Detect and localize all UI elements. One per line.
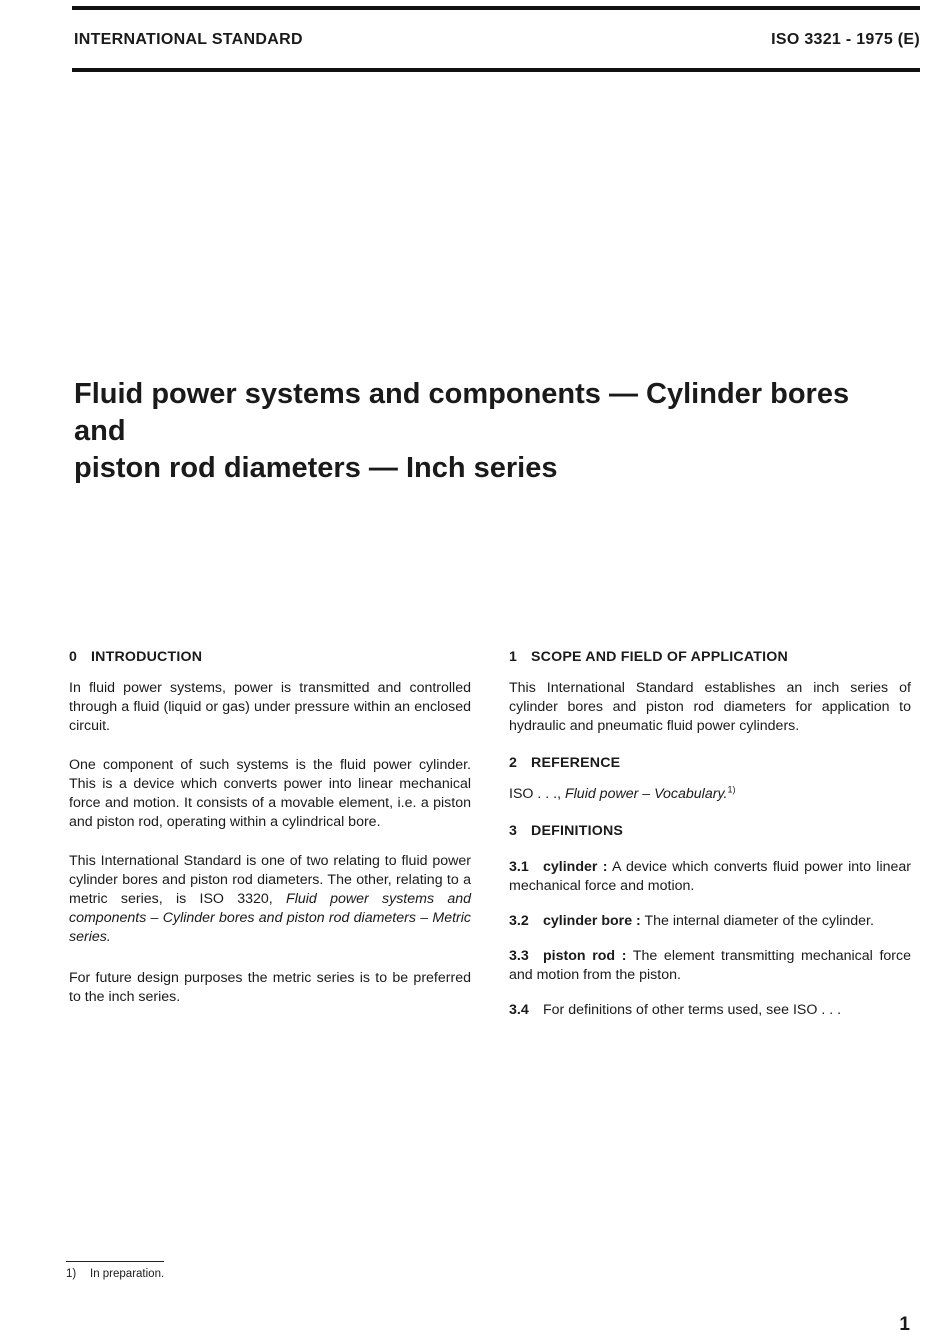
document-title <box>74 376 904 487</box>
section-heading-scope: 1 SCOPE AND FIELD OF APPLICATION <box>509 649 788 665</box>
section-heading-reference: 2 REFERENCE <box>509 755 621 771</box>
definition-item: 3.4 For definitions of other terms used, see ISO . . . <box>509 1002 842 1018</box>
intro-paragraph-2: One component of such systems is the fluid power cylinder. This is a device which converts power into linear mechanical force and motion. It consists of a movable element, i.e. a piston and piston rod, operating within a cylindrical bore. <box>69 757 471 830</box>
footnote-rule <box>66 1261 164 1262</box>
header-top-rule <box>72 6 920 10</box>
section-heading-introduction: 0 INTRODUCTION <box>69 649 203 665</box>
definition-item: 3.3 piston rod : The element transmitting mechanical force and motion from the piston. <box>509 948 911 983</box>
left-column <box>69 648 471 1007</box>
title-line-2: piston rod diameters — Inch series <box>74 452 558 484</box>
reference-entry: ISO . . ., Fluid power – Vocabulary.$^{1)}$ <box>509 784 736 802</box>
right-column <box>509 648 911 1020</box>
scope-paragraph: This International Standard establishes an inch series of cylinder bores and piston rod diameters for application to hydraulic and pneumatic fluid power cylinders. <box>509 680 911 734</box>
document-number: ISO 3321 - 1975 (E) <box>771 31 920 48</box>
footnote-marker: 1) <box>727 784 736 795</box>
intro-paragraph-4: For future design purposes the metric series is to be preferred to the inch series. <box>69 970 471 1005</box>
header-bottom-rule <box>72 68 920 72</box>
section-heading-definitions: 3 DEFINITIONS <box>509 823 624 839</box>
title-line-1: Fluid power systems and components — Cylinder bores and <box>74 378 850 447</box>
definition-item: 3.1 cylinder : A device which converts fluid power into linear mechanical force and motion. <box>509 859 911 894</box>
intro-paragraph-3: This International Standard is one of two relating to fluid power cylinder bores and piston rod diameters. The other, relating to a metric series, is ISO 3320, Fluid power systems and components – Cylinder bores and piston rod diameters – Metric series. <box>69 853 471 945</box>
header-label: INTERNATIONAL STANDARD <box>74 31 303 48</box>
definition-item: 3.2 cylinder bore : The internal diameter of the cylinder. <box>509 913 874 929</box>
intro-paragraph-1: In fluid power systems, power is transmitted and controlled through a fluid (liquid or gas) under pressure within an enclosed circuit. <box>69 680 471 734</box>
footnote: 1) In preparation. <box>66 1268 165 1280</box>
page-number: 1 <box>899 1314 910 1335</box>
